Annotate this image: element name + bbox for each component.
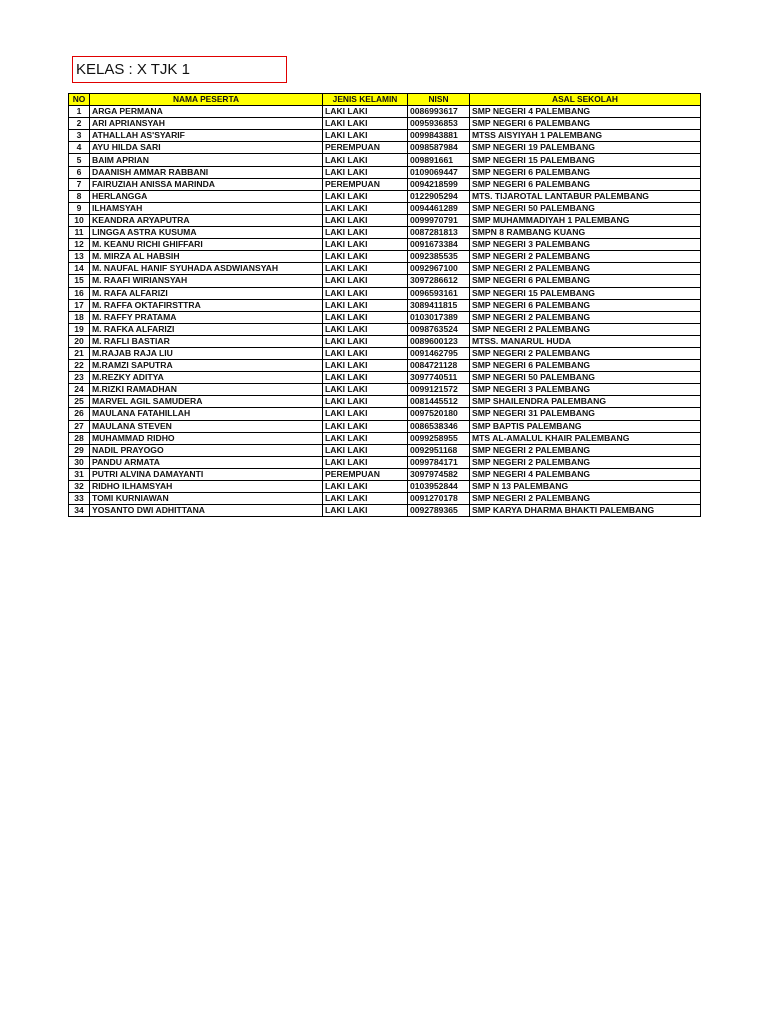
cell-name: MAULANA FATAHILLAH bbox=[90, 408, 323, 420]
table-row bbox=[69, 311, 701, 323]
table-row bbox=[69, 372, 701, 384]
cell-no: 11 bbox=[69, 227, 90, 239]
table-row bbox=[69, 468, 701, 480]
cell-name: FAIRUZIAH ANISSA MARINDA bbox=[90, 178, 323, 190]
cell-name: M. MIRZA AL HABSIH bbox=[90, 251, 323, 263]
cell-gender: LAKI LAKI bbox=[323, 202, 408, 214]
cell-no: 6 bbox=[69, 166, 90, 178]
cell-name: ATHALLAH AS'SYARIF bbox=[90, 130, 323, 142]
cell-no: 8 bbox=[69, 190, 90, 202]
table-row bbox=[69, 396, 701, 408]
cell-name: M. RAAFI WIRIANSYAH bbox=[90, 275, 323, 287]
table-row bbox=[69, 408, 701, 420]
cell-nisn: 0086538346 bbox=[408, 420, 470, 432]
cell-school: SMP N 13 PALEMBANG bbox=[470, 481, 701, 493]
cell-no: 5 bbox=[69, 154, 90, 166]
header-no: NO bbox=[69, 94, 90, 106]
cell-nisn: 0087281813 bbox=[408, 227, 470, 239]
cell-nisn: 0094461289 bbox=[408, 202, 470, 214]
table-row bbox=[69, 251, 701, 263]
cell-no: 13 bbox=[69, 251, 90, 263]
table-row bbox=[69, 142, 701, 154]
cell-gender: LAKI LAKI bbox=[323, 166, 408, 178]
table-row bbox=[69, 227, 701, 239]
cell-no: 1 bbox=[69, 106, 90, 118]
cell-school: SMP NEGERI 6 PALEMBANG bbox=[470, 275, 701, 287]
header-name: NAMA PESERTA bbox=[90, 94, 323, 106]
table-row bbox=[69, 118, 701, 130]
cell-no: 12 bbox=[69, 239, 90, 251]
cell-no: 25 bbox=[69, 396, 90, 408]
cell-nisn: 009891661 bbox=[408, 154, 470, 166]
cell-no: 15 bbox=[69, 275, 90, 287]
table-row bbox=[69, 275, 701, 287]
cell-no: 32 bbox=[69, 481, 90, 493]
cell-nisn: 0099843881 bbox=[408, 130, 470, 142]
cell-nisn: 0086993617 bbox=[408, 106, 470, 118]
cell-school: SMP SHAILENDRA PALEMBANG bbox=[470, 396, 701, 408]
table-row bbox=[69, 166, 701, 178]
cell-school: SMP NEGERI 2 PALEMBANG bbox=[470, 456, 701, 468]
cell-no: 19 bbox=[69, 323, 90, 335]
cell-school: SMPN 8 RAMBANG KUANG bbox=[470, 227, 701, 239]
cell-school: SMP BAPTIS PALEMBANG bbox=[470, 420, 701, 432]
cell-gender: LAKI LAKI bbox=[323, 323, 408, 335]
cell-nisn: 0092967100 bbox=[408, 263, 470, 275]
cell-gender: LAKI LAKI bbox=[323, 335, 408, 347]
cell-gender: LAKI LAKI bbox=[323, 311, 408, 323]
cell-name: KEANDRA ARYAPUTRA bbox=[90, 214, 323, 226]
cell-gender: LAKI LAKI bbox=[323, 493, 408, 505]
cell-name: LINGGA ASTRA KUSUMA bbox=[90, 227, 323, 239]
cell-school: SMP NEGERI 15 PALEMBANG bbox=[470, 287, 701, 299]
cell-nisn: 0098587984 bbox=[408, 142, 470, 154]
cell-no: 9 bbox=[69, 202, 90, 214]
cell-school: SMP NEGERI 4 PALEMBANG bbox=[470, 106, 701, 118]
cell-name: ARI APRIANSYAH bbox=[90, 118, 323, 130]
cell-no: 3 bbox=[69, 130, 90, 142]
cell-no: 14 bbox=[69, 263, 90, 275]
student-roster-table bbox=[68, 93, 701, 517]
table-row bbox=[69, 481, 701, 493]
cell-school: SMP NEGERI 2 PALEMBANG bbox=[470, 311, 701, 323]
cell-no: 31 bbox=[69, 468, 90, 480]
cell-gender: LAKI LAKI bbox=[323, 118, 408, 130]
table-row bbox=[69, 299, 701, 311]
cell-school: SMP NEGERI 50 PALEMBANG bbox=[470, 202, 701, 214]
cell-school: SMP NEGERI 6 PALEMBANG bbox=[470, 360, 701, 372]
header-school: ASAL SEKOLAH bbox=[470, 94, 701, 106]
table-row bbox=[69, 347, 701, 359]
cell-gender: LAKI LAKI bbox=[323, 384, 408, 396]
cell-nisn: 0089600123 bbox=[408, 335, 470, 347]
cell-name: RIDHO ILHAMSYAH bbox=[90, 481, 323, 493]
cell-nisn: 0122905294 bbox=[408, 190, 470, 202]
cell-gender: LAKI LAKI bbox=[323, 154, 408, 166]
cell-gender: LAKI LAKI bbox=[323, 481, 408, 493]
cell-name: MAULANA STEVEN bbox=[90, 420, 323, 432]
cell-nisn: 0081445512 bbox=[408, 396, 470, 408]
cell-school: SMP NEGERI 6 PALEMBANG bbox=[470, 299, 701, 311]
cell-gender: LAKI LAKI bbox=[323, 456, 408, 468]
cell-name: PANDU ARMATA bbox=[90, 456, 323, 468]
class-title: KELAS : X TJK 1 bbox=[72, 56, 287, 83]
cell-school: SMP NEGERI 2 PALEMBANG bbox=[470, 323, 701, 335]
cell-school: SMP NEGERI 2 PALEMBANG bbox=[470, 493, 701, 505]
cell-nisn: 0099784171 bbox=[408, 456, 470, 468]
cell-school: MTSS. MANARUL HUDA bbox=[470, 335, 701, 347]
cell-name: ARGA PERMANA bbox=[90, 106, 323, 118]
cell-no: 23 bbox=[69, 372, 90, 384]
cell-name: M.RAJAB RAJA LIU bbox=[90, 347, 323, 359]
cell-school: MTSS AISYIYAH 1 PALEMBANG bbox=[470, 130, 701, 142]
table-row bbox=[69, 456, 701, 468]
cell-nisn: 0099970791 bbox=[408, 214, 470, 226]
table-row bbox=[69, 106, 701, 118]
cell-gender: LAKI LAKI bbox=[323, 360, 408, 372]
cell-no: 16 bbox=[69, 287, 90, 299]
table-row bbox=[69, 214, 701, 226]
cell-name: M. RAFA ALFARIZI bbox=[90, 287, 323, 299]
cell-name: MUHAMMAD RIDHO bbox=[90, 432, 323, 444]
cell-gender: LAKI LAKI bbox=[323, 263, 408, 275]
cell-gender: LAKI LAKI bbox=[323, 444, 408, 456]
cell-name: M. RAFLI BASTIAR bbox=[90, 335, 323, 347]
table-row bbox=[69, 335, 701, 347]
cell-school: SMP NEGERI 6 PALEMBANG bbox=[470, 166, 701, 178]
cell-name: M.RAMZI SAPUTRA bbox=[90, 360, 323, 372]
cell-no: 28 bbox=[69, 432, 90, 444]
cell-nisn: 0103017389 bbox=[408, 311, 470, 323]
cell-name: ILHAMSYAH bbox=[90, 202, 323, 214]
cell-nisn: 0094218599 bbox=[408, 178, 470, 190]
table-row bbox=[69, 323, 701, 335]
cell-school: SMP KARYA DHARMA BHAKTI PALEMBANG bbox=[470, 505, 701, 517]
cell-nisn: 3097974582 bbox=[408, 468, 470, 480]
header-row bbox=[69, 94, 701, 106]
cell-school: SMP NEGERI 19 PALEMBANG bbox=[470, 142, 701, 154]
table-header bbox=[69, 94, 701, 106]
cell-name: M. NAUFAL HANIF SYUHADA ASDWIANSYAH bbox=[90, 263, 323, 275]
table-row bbox=[69, 239, 701, 251]
table-row bbox=[69, 505, 701, 517]
cell-gender: LAKI LAKI bbox=[323, 227, 408, 239]
cell-no: 7 bbox=[69, 178, 90, 190]
cell-name: DAANISH AMMAR RABBANI bbox=[90, 166, 323, 178]
table-row bbox=[69, 178, 701, 190]
cell-nisn: 0103952844 bbox=[408, 481, 470, 493]
table-row bbox=[69, 420, 701, 432]
header-nisn: NISN bbox=[408, 94, 470, 106]
cell-school: SMP NEGERI 15 PALEMBANG bbox=[470, 154, 701, 166]
cell-no: 21 bbox=[69, 347, 90, 359]
cell-name: YOSANTO DWI ADHITTANA bbox=[90, 505, 323, 517]
cell-name: TOMI KURNIAWAN bbox=[90, 493, 323, 505]
cell-gender: LAKI LAKI bbox=[323, 190, 408, 202]
cell-gender: LAKI LAKI bbox=[323, 214, 408, 226]
cell-gender: PEREMPUAN bbox=[323, 178, 408, 190]
cell-school: SMP NEGERI 3 PALEMBANG bbox=[470, 384, 701, 396]
cell-nisn: 0092385535 bbox=[408, 251, 470, 263]
cell-no: 30 bbox=[69, 456, 90, 468]
cell-school: SMP NEGERI 6 PALEMBANG bbox=[470, 178, 701, 190]
table-row bbox=[69, 493, 701, 505]
cell-nisn: 0091673384 bbox=[408, 239, 470, 251]
cell-no: 27 bbox=[69, 420, 90, 432]
cell-school: SMP NEGERI 2 PALEMBANG bbox=[470, 347, 701, 359]
cell-school: SMP NEGERI 4 PALEMBANG bbox=[470, 468, 701, 480]
cell-no: 33 bbox=[69, 493, 90, 505]
cell-name: HERLANGGA bbox=[90, 190, 323, 202]
cell-nisn: 0091270178 bbox=[408, 493, 470, 505]
cell-name: M. RAFFA OKTAFIRSTTRA bbox=[90, 299, 323, 311]
cell-name: MARVEL AGIL SAMUDERA bbox=[90, 396, 323, 408]
cell-gender: PEREMPUAN bbox=[323, 468, 408, 480]
cell-gender: LAKI LAKI bbox=[323, 275, 408, 287]
table-row bbox=[69, 130, 701, 142]
cell-no: 20 bbox=[69, 335, 90, 347]
cell-nisn: 0095936853 bbox=[408, 118, 470, 130]
table-body bbox=[69, 106, 701, 517]
cell-no: 2 bbox=[69, 118, 90, 130]
cell-school: SMP NEGERI 50 PALEMBANG bbox=[470, 372, 701, 384]
cell-nisn: 0099258955 bbox=[408, 432, 470, 444]
cell-nisn: 0096593161 bbox=[408, 287, 470, 299]
table-row bbox=[69, 190, 701, 202]
cell-name: M.RIZKI RAMADHAN bbox=[90, 384, 323, 396]
table-row bbox=[69, 287, 701, 299]
cell-gender: LAKI LAKI bbox=[323, 239, 408, 251]
cell-no: 17 bbox=[69, 299, 90, 311]
cell-no: 29 bbox=[69, 444, 90, 456]
cell-nisn: 3097740511 bbox=[408, 372, 470, 384]
cell-nisn: 0098763524 bbox=[408, 323, 470, 335]
cell-school: SMP NEGERI 2 PALEMBANG bbox=[470, 263, 701, 275]
cell-name: AYU HILDA SARI bbox=[90, 142, 323, 154]
cell-no: 4 bbox=[69, 142, 90, 154]
cell-school: MTS AL-AMALUL KHAIR PALEMBANG bbox=[470, 432, 701, 444]
cell-no: 18 bbox=[69, 311, 90, 323]
cell-gender: LAKI LAKI bbox=[323, 130, 408, 142]
cell-no: 34 bbox=[69, 505, 90, 517]
cell-gender: PEREMPUAN bbox=[323, 142, 408, 154]
cell-gender: LAKI LAKI bbox=[323, 287, 408, 299]
cell-no: 10 bbox=[69, 214, 90, 226]
cell-nisn: 0099121572 bbox=[408, 384, 470, 396]
cell-nisn: 0092789365 bbox=[408, 505, 470, 517]
table-row bbox=[69, 360, 701, 372]
cell-name: M.REZKY ADITYA bbox=[90, 372, 323, 384]
cell-gender: LAKI LAKI bbox=[323, 251, 408, 263]
table-row bbox=[69, 154, 701, 166]
cell-no: 22 bbox=[69, 360, 90, 372]
cell-nisn: 3097286612 bbox=[408, 275, 470, 287]
cell-gender: LAKI LAKI bbox=[323, 408, 408, 420]
table-row bbox=[69, 432, 701, 444]
cell-school: MTS. TIJAROTAL LANTABUR PALEMBANG bbox=[470, 190, 701, 202]
cell-nisn: 3089411815 bbox=[408, 299, 470, 311]
cell-name: PUTRI ALVINA DAMAYANTI bbox=[90, 468, 323, 480]
cell-nisn: 0109069447 bbox=[408, 166, 470, 178]
table-row bbox=[69, 384, 701, 396]
table-row bbox=[69, 202, 701, 214]
cell-name: BAIM APRIAN bbox=[90, 154, 323, 166]
cell-gender: LAKI LAKI bbox=[323, 420, 408, 432]
cell-school: SMP MUHAMMADIYAH 1 PALEMBANG bbox=[470, 214, 701, 226]
cell-no: 26 bbox=[69, 408, 90, 420]
cell-gender: LAKI LAKI bbox=[323, 372, 408, 384]
cell-school: SMP NEGERI 3 PALEMBANG bbox=[470, 239, 701, 251]
cell-gender: LAKI LAKI bbox=[323, 505, 408, 517]
table-row bbox=[69, 444, 701, 456]
cell-nisn: 0097520180 bbox=[408, 408, 470, 420]
cell-gender: LAKI LAKI bbox=[323, 432, 408, 444]
cell-gender: LAKI LAKI bbox=[323, 396, 408, 408]
header-gender: JENIS KELAMIN bbox=[323, 94, 408, 106]
cell-school: SMP NEGERI 6 PALEMBANG bbox=[470, 118, 701, 130]
cell-no: 24 bbox=[69, 384, 90, 396]
cell-name: M. KEANU RICHI GHIFFARI bbox=[90, 239, 323, 251]
cell-nisn: 0092951168 bbox=[408, 444, 470, 456]
cell-gender: LAKI LAKI bbox=[323, 106, 408, 118]
cell-name: NADIL PRAYOGO bbox=[90, 444, 323, 456]
cell-name: M. RAFFY PRATAMA bbox=[90, 311, 323, 323]
cell-nisn: 0084721128 bbox=[408, 360, 470, 372]
cell-nisn: 0091462795 bbox=[408, 347, 470, 359]
cell-gender: LAKI LAKI bbox=[323, 299, 408, 311]
cell-name: M. RAFKA ALFARIZI bbox=[90, 323, 323, 335]
cell-gender: LAKI LAKI bbox=[323, 347, 408, 359]
cell-school: SMP NEGERI 31 PALEMBANG bbox=[470, 408, 701, 420]
table-row bbox=[69, 263, 701, 275]
cell-school: SMP NEGERI 2 PALEMBANG bbox=[470, 444, 701, 456]
cell-school: SMP NEGERI 2 PALEMBANG bbox=[470, 251, 701, 263]
